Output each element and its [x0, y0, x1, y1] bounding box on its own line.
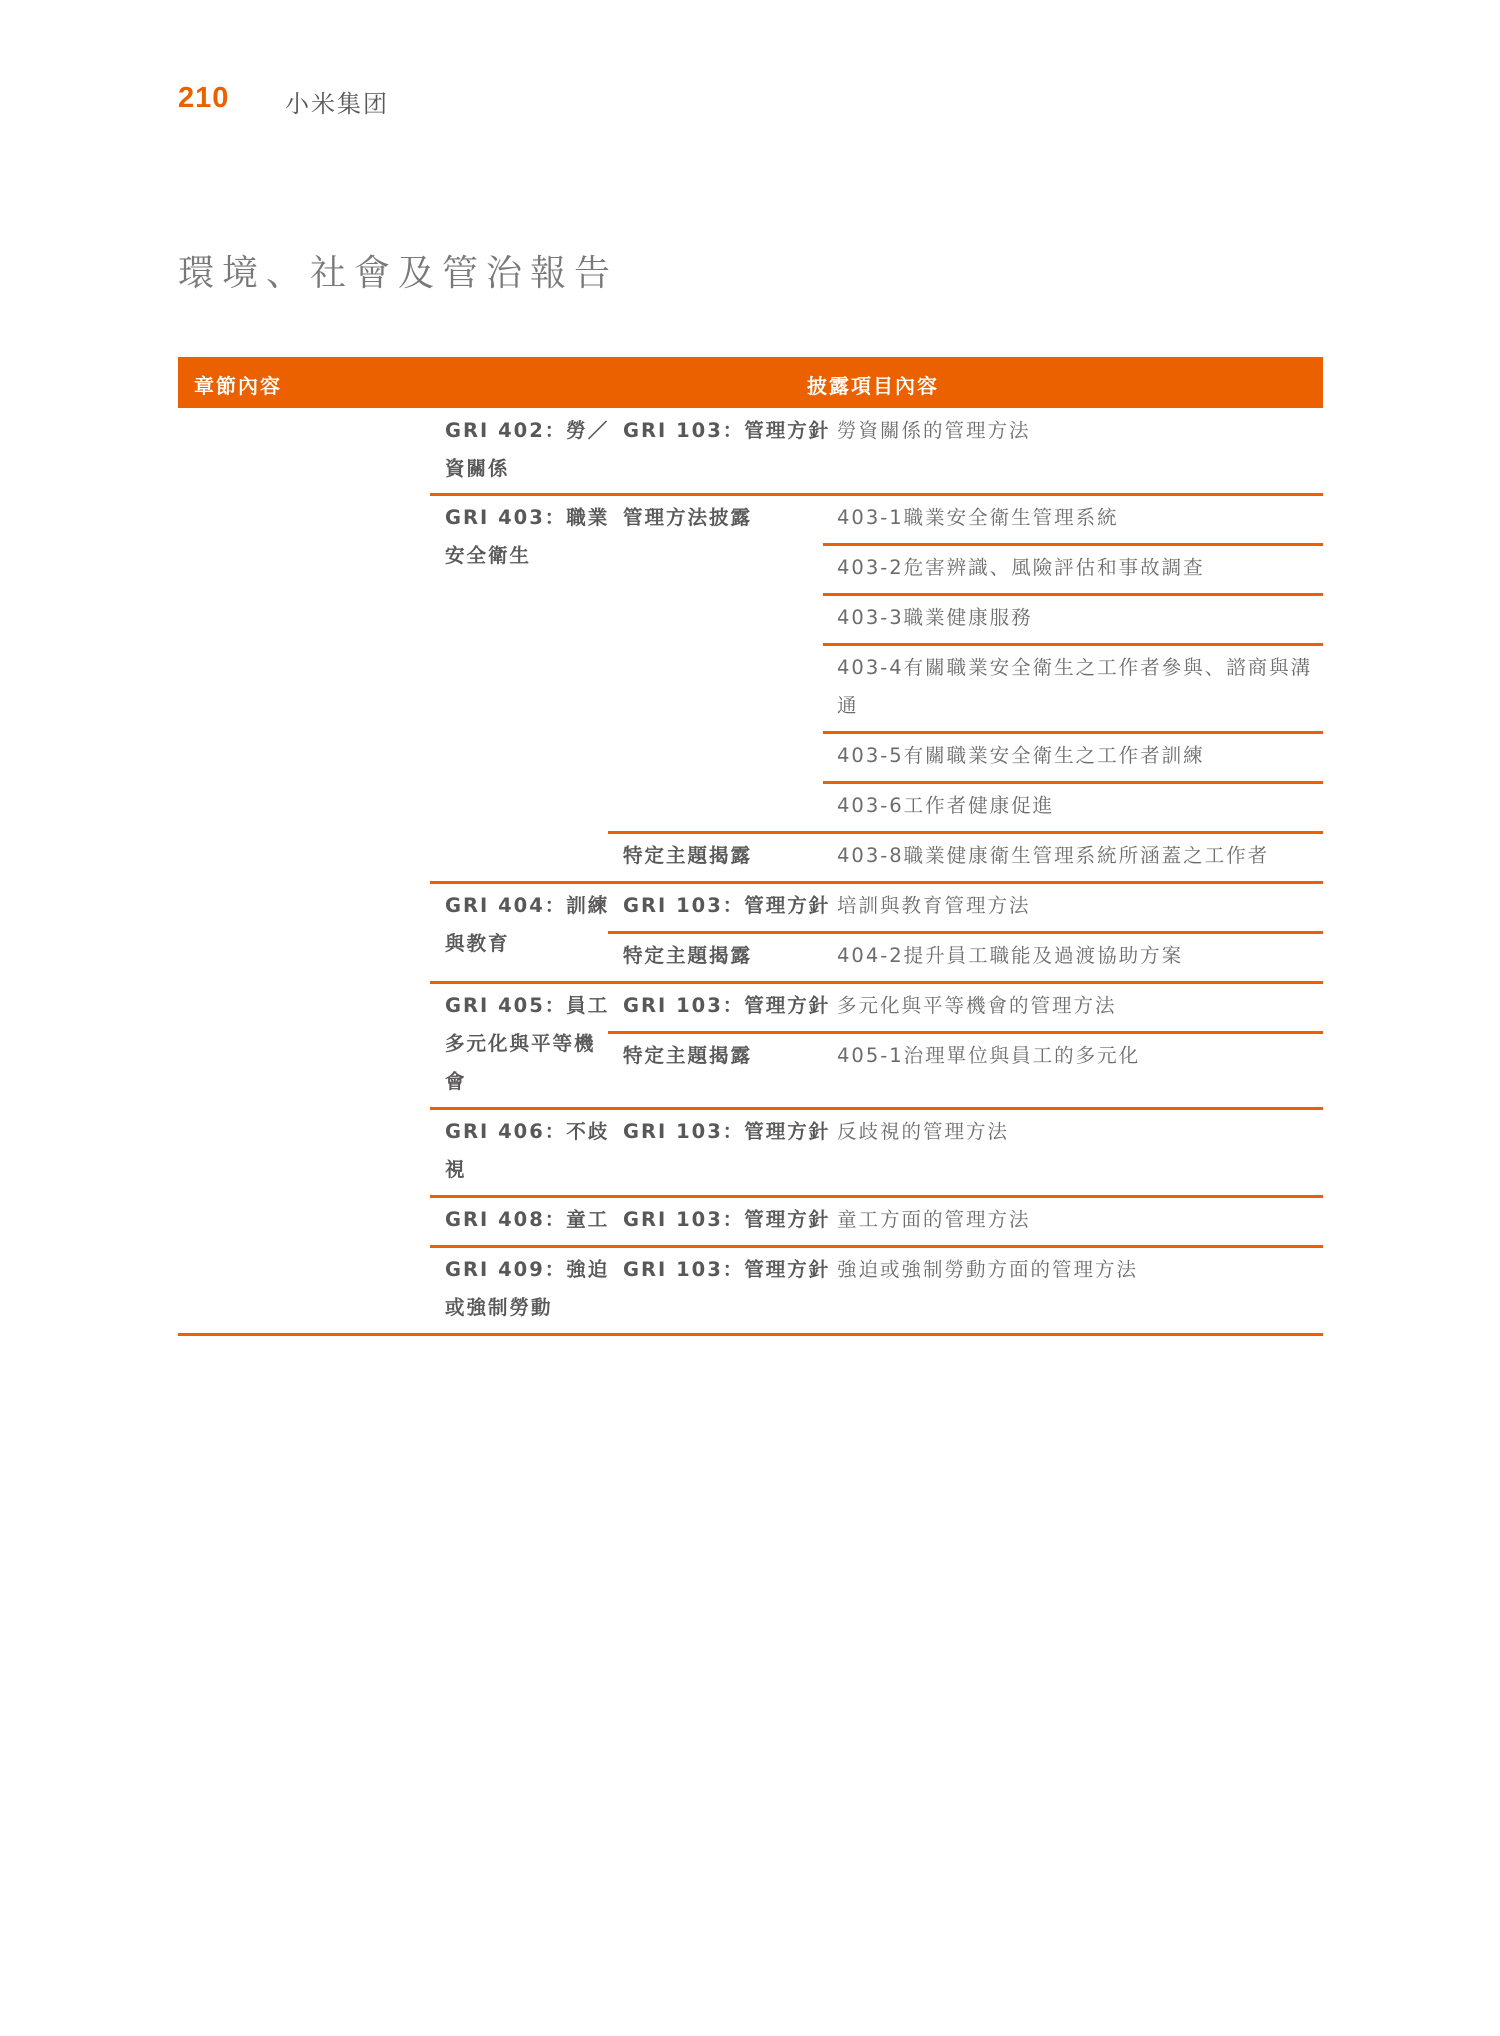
disclosure-item-cell: 童工方面的管理方法 [837, 1208, 1031, 1231]
disclosure-type-cell: GRI 103：管理方針 [623, 419, 831, 442]
row-divider [608, 1031, 1323, 1034]
disclosure-table [178, 408, 1323, 1338]
row-divider [430, 981, 1323, 984]
row-divider [823, 593, 1323, 596]
disclosure-type-cell: 特定主題揭露 [623, 844, 753, 867]
disclosure-item-cell: 多元化與平等機會的管理方法 [837, 994, 1117, 1017]
topic-cell: GRI 403：職業安全衛生 [445, 506, 610, 567]
topic-cell: GRI 408：童工 [445, 1208, 610, 1231]
topic-cell: GRI 404：訓練與教育 [445, 894, 610, 955]
disclosure-item-cell: 403-1職業安全衛生管理系統 [837, 506, 1119, 529]
table-bottom-rule [178, 1333, 1323, 1336]
row-divider [430, 1195, 1323, 1198]
disclosure-item-cell: 403-3職業健康服務 [837, 606, 1033, 629]
table-header [178, 357, 1323, 408]
row-divider [430, 1107, 1323, 1110]
report-title: 環境、社會及管治報告 [178, 253, 619, 294]
row-divider [823, 643, 1323, 646]
page-number: 210 [178, 82, 230, 114]
disclosure-item-cell: 403-6工作者健康促進 [837, 794, 1055, 817]
disclosure-type-cell: 特定主題揭露 [623, 944, 753, 967]
row-divider [608, 931, 1323, 934]
row-divider [430, 1245, 1323, 1248]
disclosure-item-cell: 404-2提升員工職能及過渡協助方案 [837, 944, 1184, 967]
disclosure-type-cell: GRI 103：管理方針 [623, 1258, 831, 1281]
disclosure-type-cell: GRI 103：管理方針 [623, 1120, 831, 1143]
disclosure-item-cell: 403-5有關職業安全衛生之工作者訓練 [837, 744, 1205, 767]
topic-cell: GRI 406：不歧視 [445, 1120, 610, 1181]
disclosure-item-cell: 強迫或強制勞動方面的管理方法 [837, 1258, 1139, 1281]
row-divider [823, 781, 1323, 784]
row-divider [430, 881, 1323, 884]
column-header-disclosure: 披露項目內容 [807, 374, 939, 398]
disclosure-item-cell: 反歧視的管理方法 [837, 1120, 1010, 1143]
disclosure-item-cell: 勞資關係的管理方法 [837, 419, 1031, 442]
disclosure-item-cell: 403-8職業健康衛生管理系統所涵蓋之工作者 [837, 844, 1270, 867]
row-divider [608, 831, 1323, 834]
row-divider [430, 493, 1323, 496]
topic-cell: GRI 409：強迫或強制勞動 [445, 1258, 610, 1319]
company-name: 小米集团 [285, 90, 389, 118]
topic-cell: GRI 405：員工多元化與平等機會 [445, 994, 610, 1093]
disclosure-item-cell: 403-2危害辨識、風險評估和事故調查 [837, 556, 1205, 579]
disclosure-type-cell: GRI 103：管理方針 [623, 1208, 831, 1231]
row-divider [823, 543, 1323, 546]
disclosure-type-cell: 特定主題揭露 [623, 1044, 753, 1067]
disclosure-item-cell: 403-4有關職業安全衛生之工作者參與、諮商與溝通 [837, 656, 1313, 717]
disclosure-type-cell: GRI 103：管理方針 [623, 994, 831, 1017]
disclosure-type-cell: GRI 103：管理方針 [623, 894, 831, 917]
row-divider [823, 731, 1323, 734]
disclosure-item-cell: 405-1治理單位與員工的多元化 [837, 1044, 1141, 1067]
topic-cell: GRI 402：勞／資關係 [445, 419, 610, 480]
disclosure-type-cell: 管理方法披露 [623, 506, 753, 529]
column-header-chapter: 章節內容 [194, 374, 282, 398]
disclosure-item-cell: 培訓與教育管理方法 [837, 894, 1031, 917]
